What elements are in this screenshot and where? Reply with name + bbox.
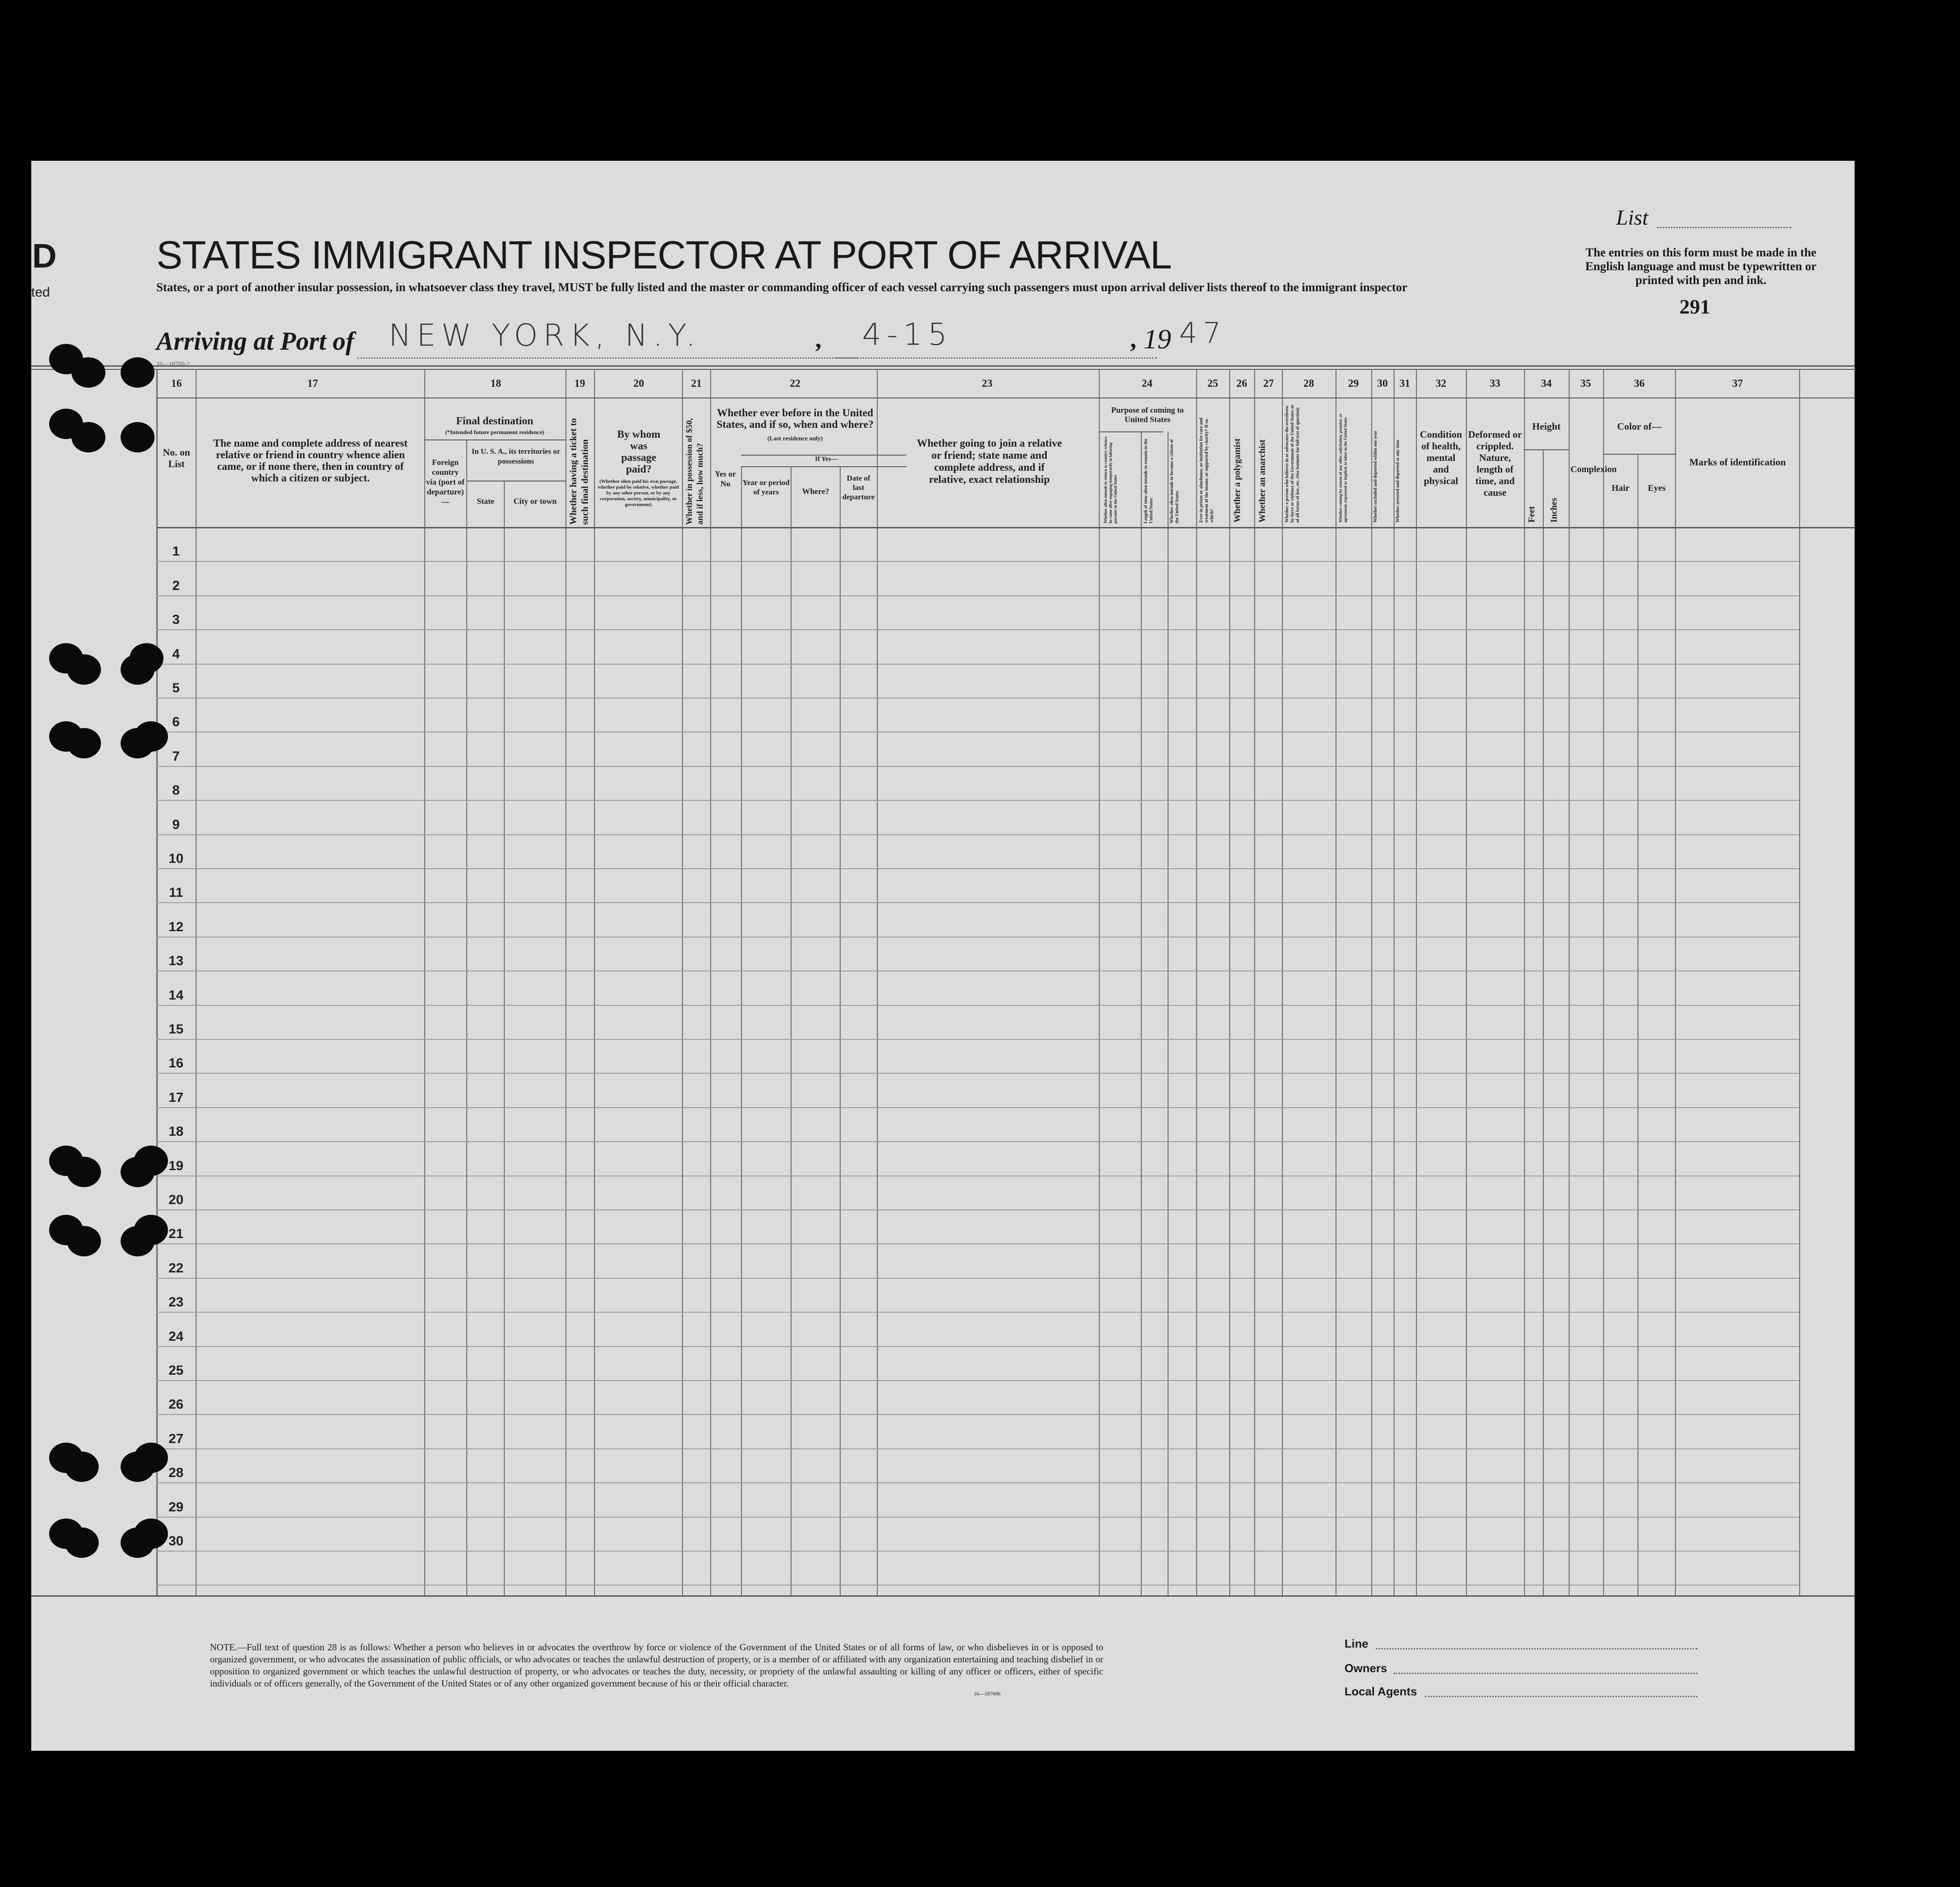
col22-year: Year or period of years	[742, 478, 790, 496]
col24-c: Whether alien intends to become a citizen of the United States	[1169, 439, 1180, 523]
row-rule	[156, 1039, 1799, 1040]
col-line-24	[1099, 369, 1100, 1595]
col-line-22b	[741, 466, 742, 1595]
col23-header: Whether going to join a relative or friend; state name and complete address, and if relative, exact relationship	[917, 438, 1062, 485]
punch-hole	[67, 728, 101, 758]
table-bottom-rule	[31, 1595, 1855, 1597]
col-line-26	[1229, 369, 1230, 1595]
row-number: 16	[168, 1056, 184, 1071]
row-number: 27	[168, 1431, 184, 1446]
colnum-18: 18	[490, 378, 501, 389]
instructions-text: The entries on this form must be made in the English language and must be typewritten or printed with pen and ink.	[1585, 246, 1817, 287]
punch-hole	[71, 422, 105, 452]
row-rule	[156, 698, 1799, 699]
row-rule	[156, 902, 1799, 903]
comma-2: ,	[1130, 326, 1136, 353]
row-rule	[156, 1141, 1799, 1142]
col17-header: The name and complete address of nearest relative or friend in country whence alien came, or if none there, then in country of which a citizen or subject.	[213, 438, 408, 484]
col-line-25	[1196, 369, 1197, 1595]
colnum-rule	[156, 397, 1855, 398]
col18-city: City or town	[513, 497, 557, 506]
c36-sub-rule	[1603, 454, 1675, 455]
colnum-17: 17	[307, 378, 318, 389]
colnum-19: 19	[574, 378, 585, 389]
row-number: 11	[169, 885, 183, 900]
col-line-28	[1282, 369, 1283, 1595]
colnum-36: 36	[1634, 378, 1645, 389]
colnum-20: 20	[633, 378, 644, 389]
col-line-18c	[504, 481, 505, 1595]
row-rule	[156, 1278, 1799, 1279]
col29-header: Whether coming by reason of any offer, solicitation, promise, or agreement, expressed or implied, to labor in the United States	[1338, 414, 1348, 523]
table-top-rule-2	[31, 369, 1855, 370]
row-number: 18	[168, 1124, 184, 1139]
row-rule	[156, 766, 1799, 767]
header-bottom-rule	[156, 527, 1855, 528]
row-rule	[156, 1448, 1799, 1449]
col36-title: Color of—	[1617, 421, 1662, 432]
row-rule	[156, 1073, 1799, 1074]
colnum-28: 28	[1303, 378, 1314, 389]
row-number: 26	[168, 1397, 184, 1412]
row-rule	[156, 561, 1799, 562]
col18-foreign: Foreign country via (port of departure)—	[426, 458, 465, 506]
punch-hole	[65, 1452, 99, 1482]
agents-label: Local Agents	[1344, 1685, 1417, 1698]
row-rule	[156, 1551, 1799, 1552]
colnum-23: 23	[982, 378, 993, 389]
col-line-22	[710, 369, 711, 1595]
col-line-24b	[1141, 431, 1142, 1595]
agents-blank	[1425, 1696, 1697, 1697]
col-line-37	[1675, 369, 1676, 1595]
row-rule	[156, 1243, 1799, 1244]
row-number: 14	[168, 987, 184, 1003]
row-number: 2	[172, 578, 180, 593]
owners-blank	[1394, 1673, 1697, 1674]
col-line-31	[1394, 369, 1395, 1595]
colnum-29: 29	[1348, 378, 1359, 389]
row-rule	[156, 1107, 1799, 1108]
footnote-question-28: NOTE.—Full text of question 28 is as follows: Whether a person who believes in or advocates the overthrow by force or violence of the Government of the United States or of all forms of law, or who disbelieves in or is opposed to organized government, or who advocates the assassination of public officials, or who advocates or teaches the unlawful destruction of property, or is a member of or affiliated with any organization entertaining and teaching disbelief in or opposition to organized government or which teaches the unlawful destruction of property, or who advocates or teaches the duty, necessity, or propriety of the unlawful assaulting or killing of any officer or officers, either of specific individuals or of officers generally, of the Government of the United States or of any other organized government because of his or their official character.	[210, 1642, 1103, 1689]
col20-note: (Whether alien paid his own passage, whether paid by relative, whether paid by any other person, or by any corporation, society, municipality, or government)	[598, 479, 679, 507]
row-number: 10	[168, 851, 184, 866]
year-handwritten: 47	[1179, 317, 1227, 350]
colnum-16: 16	[171, 378, 182, 389]
col-line-35	[1569, 369, 1570, 1595]
col22-title: Whether ever before in the United States, and if so, when and where?	[716, 407, 874, 431]
col-line-22c	[791, 466, 792, 1595]
punch-hole	[121, 1527, 155, 1558]
form-code-bottom: 16—18700b	[974, 1690, 1001, 1697]
left-fragment-letter: D	[32, 237, 57, 275]
col-line-21	[682, 369, 683, 1595]
punch-hole	[67, 1157, 101, 1187]
punch-hole	[121, 654, 155, 685]
col21-header: Whether in possession of $50, and if less, how much?	[685, 418, 705, 525]
col-line-18b	[466, 439, 467, 1595]
row-number: 19	[168, 1158, 184, 1173]
c18-sub-rule	[424, 439, 565, 440]
line-blank	[1376, 1648, 1697, 1649]
col33-header: Deformed or crippled. Nature, length of time, and cause	[1468, 429, 1522, 498]
row-rule	[156, 834, 1799, 835]
c34-sub-rule	[1524, 449, 1569, 450]
owners-label: Owners	[1344, 1661, 1387, 1675]
comma-1: ,	[815, 326, 821, 353]
col34-feet: Feet	[1527, 506, 1537, 523]
colnum-35: 35	[1580, 378, 1591, 389]
punch-hole	[121, 357, 155, 388]
row-rule	[156, 868, 1799, 869]
col-line-30	[1371, 369, 1372, 1595]
col-line-33	[1466, 369, 1467, 1595]
col36-hair: Hair	[1612, 483, 1629, 493]
row-number: 3	[172, 612, 180, 628]
col28-header: Whether a person who believes in or advocates the overthrow by force or violence of the Government of the United States or of all forms of law, etc. (See footnote for full text of question)	[1285, 404, 1300, 523]
row-rule	[156, 1312, 1799, 1313]
col-line-34b	[1543, 449, 1544, 1595]
arriving-label: Arriving at Port of	[156, 326, 355, 356]
c22-ifyes-rule	[741, 466, 906, 467]
punch-hole	[71, 357, 105, 388]
form-code-top: 16—18700-2	[156, 361, 190, 368]
row-number: 22	[168, 1260, 184, 1276]
row-number: 5	[172, 681, 180, 695]
col-line-20	[594, 369, 595, 1595]
col16-header: No. on List	[163, 447, 190, 469]
row-number: 6	[172, 715, 180, 730]
col24-b: Length of time alien intends to remain in the United States	[1143, 439, 1154, 523]
col18-title: Final destination	[456, 415, 533, 427]
colnum-25: 25	[1207, 378, 1218, 389]
colnum-31: 31	[1399, 378, 1410, 389]
col36-eyes: Eyes	[1648, 483, 1666, 493]
colnum-24: 24	[1142, 378, 1152, 389]
col18-state: State	[477, 497, 494, 506]
list-label: List	[1616, 206, 1649, 230]
col-line-34	[1524, 369, 1525, 1595]
colnum-22: 22	[790, 378, 800, 389]
row-number: 13	[168, 954, 184, 969]
colnum-21: 21	[691, 378, 702, 389]
row-number: 29	[168, 1499, 184, 1515]
col30-header: Whether excluded and deported within one year	[1373, 431, 1378, 523]
row-rule	[156, 800, 1799, 801]
col-line-18	[424, 369, 425, 1595]
punch-hole	[121, 728, 155, 758]
list-blank	[1657, 227, 1791, 228]
row-rule	[156, 1380, 1799, 1381]
form-page	[31, 161, 1855, 1751]
col19-header: Whether having a ticket to such final destination	[568, 418, 590, 525]
colnum-27: 27	[1263, 378, 1274, 389]
col31-header: Whether arrested and deported at any time	[1395, 439, 1400, 523]
col-line-19	[565, 369, 566, 1595]
col-line-16	[156, 369, 158, 1595]
col22-yesno: Yes or No	[715, 469, 736, 488]
row-number: 20	[168, 1192, 184, 1207]
port-blank	[357, 357, 858, 359]
col22-subtitle: (Last residence only)	[767, 435, 823, 442]
date-blank	[835, 357, 1157, 359]
row-rule	[156, 629, 1799, 630]
row-number: 21	[168, 1226, 184, 1242]
row-rule	[156, 1209, 1799, 1210]
punch-hole	[121, 1226, 155, 1256]
row-rule	[156, 1585, 1799, 1586]
col22-where: Where?	[802, 487, 829, 496]
col35-header: Complexion	[1571, 464, 1617, 474]
col24-title: Purpose of coming to United States	[1111, 406, 1184, 424]
col37-header: Marks of identification	[1689, 456, 1786, 468]
row-rule	[156, 1005, 1799, 1006]
line-label: Line	[1344, 1637, 1369, 1650]
col-line-27	[1254, 369, 1255, 1595]
col-line-32	[1416, 369, 1417, 1595]
form-title: STATES IMMIGRANT INSPECTOR AT PORT OF ARRIVAL	[156, 233, 1172, 277]
form-subtitle: States, or a port of another insular possession, in whatsoever class they travel, MUST be fully listed and the master or commanding officer of each vessel carrying such passengers must upon arrival deliver lists thereof to the immigrant inspector	[156, 280, 1407, 294]
row-number: 28	[168, 1465, 184, 1481]
row-number: 30	[168, 1534, 184, 1548]
page-number: 291	[1679, 295, 1710, 318]
colnum-37: 37	[1732, 378, 1743, 389]
row-rule	[156, 1414, 1799, 1415]
punch-hole	[67, 1226, 101, 1256]
year-prefix: 19	[1143, 324, 1171, 355]
col-line-end	[1799, 369, 1800, 1595]
row-rule	[156, 664, 1799, 665]
col25-header: Ever in prison or almshouse, or institution for care and treatment of the insane, or supported by charity? If so, which?	[1199, 418, 1215, 523]
punch-hole	[121, 1157, 155, 1187]
c24-sub-rule	[1099, 431, 1163, 432]
col-line-17	[196, 369, 197, 1595]
row-number: 1	[172, 544, 180, 559]
colnum-26: 26	[1236, 378, 1247, 389]
punch-hole	[67, 654, 101, 685]
col34-inches: Inches	[1549, 498, 1559, 523]
row-number: 15	[168, 1022, 184, 1037]
row-number: 17	[168, 1090, 184, 1105]
date-handwritten: 4-15	[862, 317, 953, 352]
col18-usa: In U. S. A., its territories or possessions	[471, 447, 561, 465]
row-rule	[156, 595, 1799, 596]
col27-header: Whether an anarchist	[1257, 439, 1267, 523]
col22-date: Date of last departure	[842, 474, 875, 501]
colnum-33: 33	[1490, 378, 1500, 389]
row-number: 8	[172, 783, 180, 798]
row-rule	[156, 1482, 1799, 1483]
row-number: 23	[168, 1295, 184, 1310]
col24-a: Whether alien intends to return to country whence he came after engaging temporarily in laboring pursuits in the United States	[1103, 436, 1118, 523]
col26-header: Whether a polygamist	[1232, 438, 1242, 523]
port-handwritten: NEW YORK, N.Y.	[389, 318, 701, 353]
col-line-23	[877, 369, 878, 1595]
col32-header: Condition of health, mental and physical	[1420, 429, 1462, 486]
col-line-22d	[840, 466, 841, 1595]
col20-header: By whom was passage paid?	[617, 429, 661, 475]
row-rule	[156, 1346, 1799, 1347]
row-number: 9	[172, 817, 180, 832]
punch-hole	[121, 422, 155, 452]
left-fragment-text: ted	[31, 285, 50, 300]
punch-hole	[121, 1452, 155, 1482]
row-number: 7	[172, 749, 180, 764]
punch-hole	[65, 1527, 99, 1558]
row-rule	[156, 1517, 1799, 1518]
colnum-34: 34	[1541, 378, 1552, 389]
col18-subtitle: (*Intended future permanent residence)	[445, 429, 544, 435]
row-number: 12	[168, 919, 184, 934]
row-number: 24	[168, 1329, 184, 1344]
col-line-36	[1603, 369, 1604, 1595]
colnum-30: 30	[1377, 378, 1388, 389]
col22-ifyes: If Yes—	[815, 456, 838, 463]
row-number: 25	[168, 1363, 184, 1378]
table-top-rule	[31, 365, 1855, 367]
colnum-32: 32	[1436, 378, 1446, 389]
col34-title: Height	[1532, 421, 1561, 432]
row-number: 4	[172, 646, 180, 661]
